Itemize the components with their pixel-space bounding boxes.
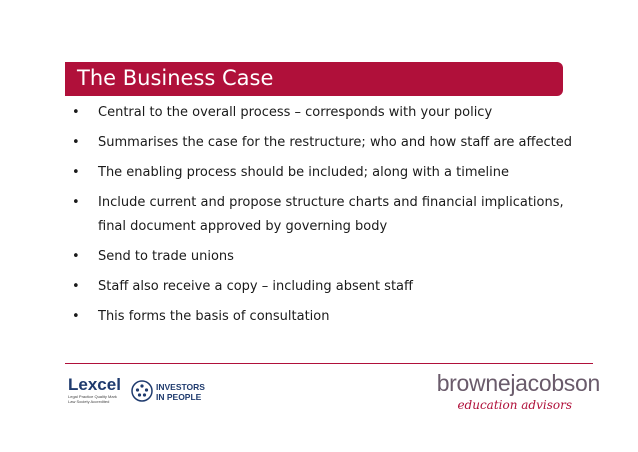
iip-line-2: IN PEOPLE bbox=[156, 392, 202, 402]
bullet-text: Central to the overall process – corresponds with your policy bbox=[98, 105, 493, 120]
lexcel-accreditation: Law Society Accredited bbox=[68, 399, 110, 404]
bullet-marker: • bbox=[72, 309, 80, 324]
bullet-item bbox=[72, 245, 592, 269]
brownejacobson-logo bbox=[400, 370, 600, 416]
bullet-marker: • bbox=[72, 135, 80, 150]
iip-line-1: INVESTORS bbox=[156, 382, 205, 392]
bullet-text: Send to trade unions bbox=[98, 249, 234, 264]
lexcel-logo bbox=[68, 376, 126, 412]
bullet-text: This forms the basis of consultation bbox=[98, 309, 330, 324]
bullet-text: The enabling process should be included; along with a timeline bbox=[98, 165, 509, 180]
bullet-item bbox=[72, 101, 592, 125]
bullet-marker: • bbox=[72, 195, 80, 210]
investors-in-people-icon bbox=[131, 380, 153, 402]
bullet-text: Staff also receive a copy – including absent staff bbox=[98, 279, 413, 294]
bullet-marker: • bbox=[72, 165, 80, 180]
bullet-item bbox=[72, 191, 592, 239]
bullet-item bbox=[72, 131, 592, 155]
slide-title-bar bbox=[65, 62, 563, 96]
footer-divider bbox=[65, 363, 593, 364]
bullet-marker: • bbox=[72, 249, 80, 264]
brand-name: brownejacobson bbox=[436, 370, 600, 396]
bullet-list bbox=[72, 101, 592, 335]
bullet-text: Summarises the case for the restructure; who and how staff are affected bbox=[98, 135, 572, 150]
bullet-marker: • bbox=[72, 279, 80, 294]
investors-in-people-logo bbox=[131, 377, 205, 409]
bullet-item bbox=[72, 275, 592, 299]
bullet-item bbox=[72, 305, 592, 329]
lexcel-name: Lexcel bbox=[68, 375, 121, 394]
brand-tagline: education advisors bbox=[457, 398, 572, 412]
bullet-item bbox=[72, 161, 592, 185]
lexcel-subtitle: Legal Practice Quality Mark bbox=[68, 394, 117, 399]
bullet-text: Include current and propose structure charts and financial implications, final document approved by governing body bbox=[98, 195, 564, 234]
slide-title: The Business Case bbox=[77, 66, 274, 90]
bullet-marker: • bbox=[72, 105, 80, 120]
